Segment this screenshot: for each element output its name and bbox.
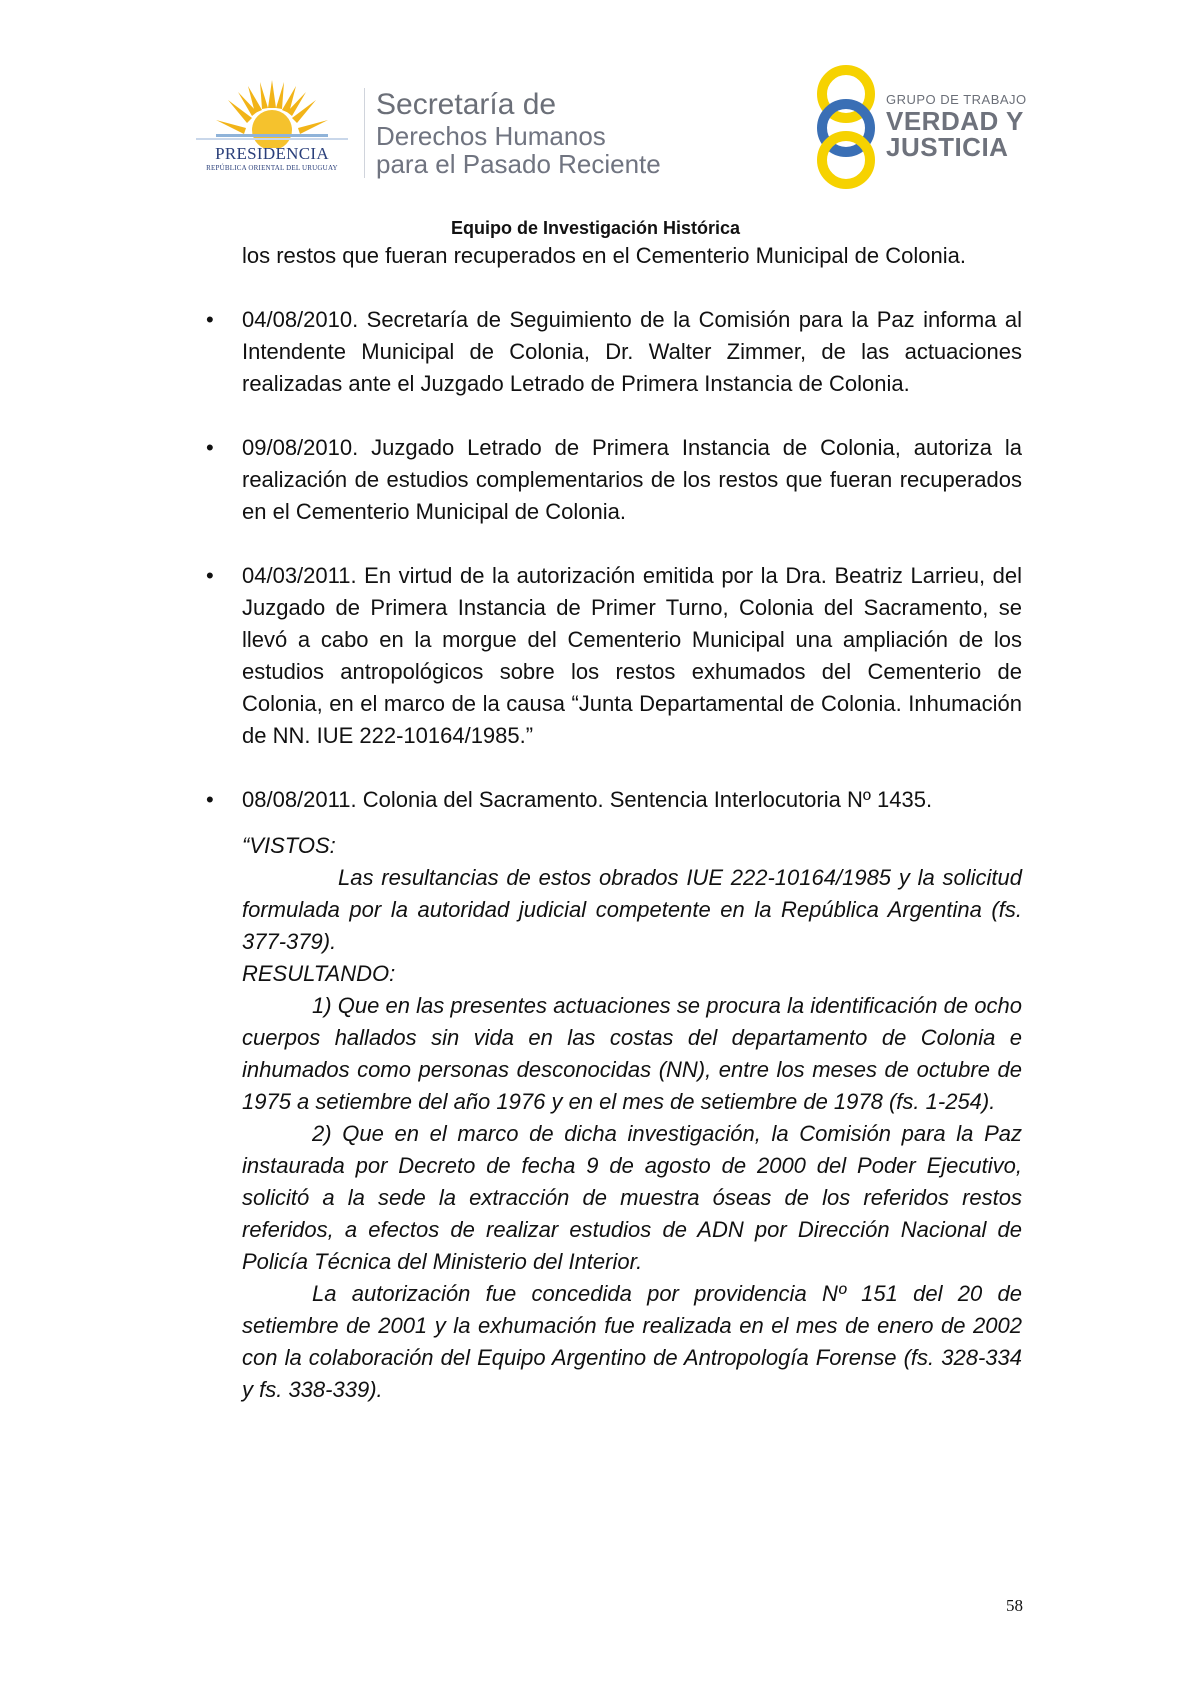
page-header [0, 0, 1191, 238]
resultando-item-1: 1) Que en las presentes actuaciones se procura la identificación de ocho cuerpos hallados sin vida en las costas del departamento de Colonia e inhumados como personas desconocidas (NN), entre los meses de octubre de 1975 a setiembre del año 1976 y en el mes de setiembre de 1978 (fs. 1-254). [242, 993, 1022, 1114]
list-item-text: 04/03/2011. En virtud de la autorización emitida por la Dra. Beatriz Larrieu, del Juzgado de Primera Instancia de Primer Turno, Colonia del Sacramento, se llevó a cabo en la morgue del Cementerio Municipal una ampliación de los estudios antropológicos sobre los restos exhumados del Cementerio de Colonia, en el marco de la causa “Junta Departamental de Colonia. Inhumación de NN. IUE 222-10164/1985.” [242, 563, 1022, 748]
bullet-icon: • [206, 435, 214, 460]
secretaria-line-3: para el Pasado Reciente [376, 149, 661, 179]
list-item-text: 09/08/2010. Juzgado Letrado de Primera Instancia de Colonia, autoriza la realización de estudios complementarios de los restos que fueran recuperados en el Cementerio Municipal de Colonia. [242, 435, 1022, 524]
vistos-heading: “VISTOS: [242, 833, 336, 858]
verdad-justicia-logo [812, 62, 1042, 192]
resultando-heading: RESULTANDO: [242, 961, 396, 986]
document-body [206, 240, 1022, 1406]
team-title: Equipo de Investigación Histórica [450, 218, 741, 238]
bullet-icon: • [206, 787, 214, 812]
presidencia-name: PRESIDENCIA [215, 144, 329, 163]
list-item-text: 08/08/2011. Colonia del Sacramento. Sentencia Interlocutoria Nº 1435. [242, 787, 933, 812]
interlocked-rings-icon [812, 62, 884, 192]
secretaria-line-1: Secretaría de [376, 88, 557, 121]
gtvj-line-1: GRUPO DE TRABAJO [886, 92, 1027, 107]
bullet-icon: • [206, 307, 214, 332]
header-divider [364, 88, 365, 178]
vistos-text: Las resultancias de estos obrados IUE 222-10164/1985 y la solicitud formulada por la autoridad judicial competente en la República Argentina (fs. 377-379). [242, 865, 1022, 954]
resultando-item-2: 2) Que en el marco de dicha investigación, la Comisión para la Paz instaurada por Decreto de fecha 9 de agosto de 2000 del Poder Ejecutivo, solicitó a la sede la extracción de muestra óseas de los referidos restos referidos, a efectos de realizar estudios de ADN por Dirección Nacional de Policía Técnica del Ministerio del Interior. [242, 1121, 1022, 1274]
list-item [206, 784, 1022, 816]
resultando-item-3: La autorización fue concedida por providencia Nº 151 del 20 de setiembre de 2001 y la exhumación fue realizada en el mes de enero de 2002 con la colaboración del Equipo Argentino de Antropología Forense (fs. 328-334 y fs. 338-339). [242, 1281, 1022, 1402]
page-number: 58 [1006, 1596, 1023, 1615]
list-item [206, 304, 1022, 400]
list-item-text: 04/08/2010. Secretaría de Seguimiento de la Comisión para la Paz informa al Intendente Municipal de Colonia, Dr. Walter Zimmer, de las actuaciones realizadas ante el Juzgado Letrado de Primera Instancia de Colonia. [242, 307, 1022, 396]
presidencia-subtitle: REPÚBLICA ORIENTAL DEL URUGUAY [206, 164, 338, 172]
list-item [206, 560, 1022, 752]
secretaria-line-2: Derechos Humanos [376, 121, 606, 151]
list-item [206, 432, 1022, 528]
bullet-icon: • [206, 563, 214, 588]
sentence-quote [242, 830, 1022, 1406]
gtvj-line-3: JUSTICIA [886, 132, 1009, 162]
continuation-paragraph: los restos que fueran recuperados en el Cementerio Municipal de Colonia. [242, 243, 966, 268]
presidencia-logo [196, 78, 356, 178]
gtvj-line-2: VERDAD Y [886, 106, 1024, 136]
secretaria-logotype [376, 88, 661, 178]
sun-emblem-icon [196, 78, 348, 148]
